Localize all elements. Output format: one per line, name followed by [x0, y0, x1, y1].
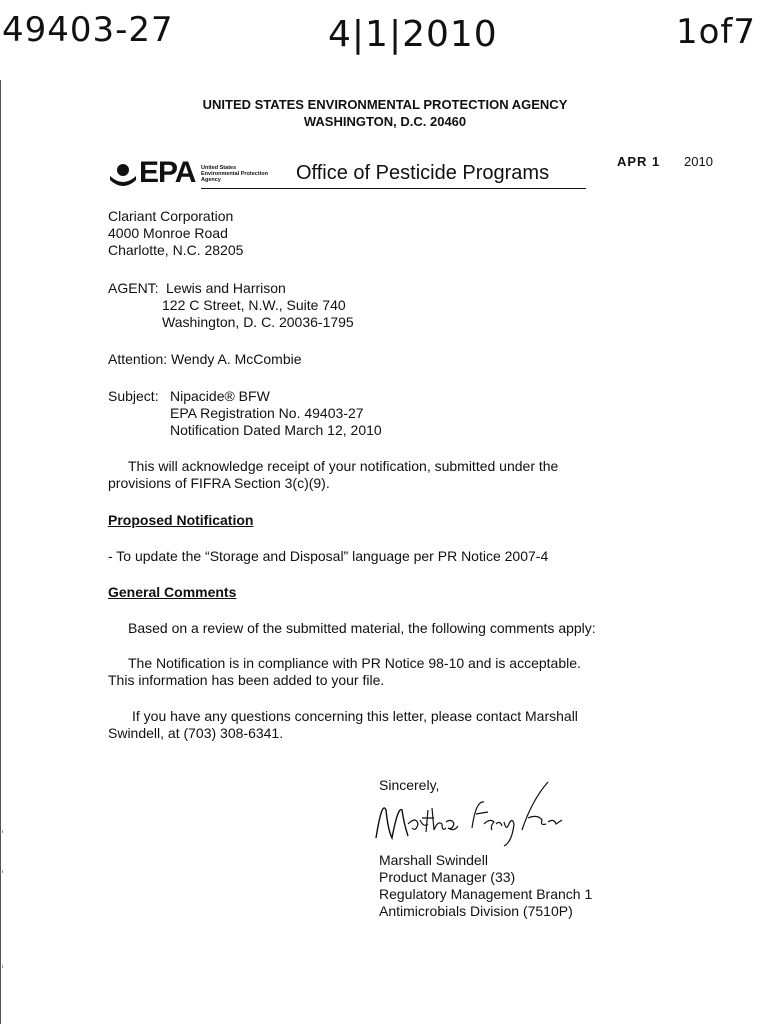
acknowledge-line-1: This will acknowledge receipt of your notification, submitted under the [128, 458, 559, 474]
epa-logo [108, 156, 586, 192]
scan-speck [2, 965, 3, 968]
proposed-heading: Proposed Notification [108, 512, 254, 528]
handwritten-file-number: 49403-27 [2, 10, 174, 50]
agent-address: 122 C Street, N.W., Suite 740 Washington, D. C. 20036-1795 [162, 297, 354, 330]
scan-speck [2, 830, 3, 833]
addressee-block: Clariant Corporation 4000 Monroe Road Charlotte, N.C. 28205 [108, 208, 244, 258]
letterhead-city: WASHINGTON, D.C. 20460 [303, 114, 467, 129]
stamp-month-day: APR 1 [617, 154, 661, 169]
review-line: Based on a review of the submitted material, the following comments apply: [128, 620, 596, 636]
agency-small-text: United States Environmental Protection Agency [201, 165, 268, 183]
office-name: Office of Pesticide Programs [296, 162, 550, 184]
proposed-item: - To update the “Storage and Disposal” language per PR Notice 2007-4 [108, 548, 549, 564]
salutation: Sincerely, [379, 777, 440, 793]
agent-name: Lewis and Harrison [166, 280, 286, 296]
letterhead-agency: UNITED STATES ENVIRONMENTAL PROTECTION AGENCY [202, 97, 568, 112]
acknowledge-line-2: provisions of FIFRA Section 3(c)(9). [108, 475, 330, 491]
stamp-year: 2010 [684, 154, 713, 169]
agent-label: AGENT: [108, 280, 159, 296]
general-heading: General Comments [108, 584, 237, 600]
scan-speck [2, 870, 3, 873]
handwritten-date: 4|1|2010 [328, 14, 498, 55]
epa-mark: EPA [139, 156, 196, 189]
contact-line-1: If you have any questions concerning this letter, please contact Marshall [132, 708, 578, 724]
subject-label: Subject: [108, 388, 159, 404]
attention-line: Attention: Wendy A. McCombie [108, 351, 302, 367]
compliance-line-1: The Notification is in compliance with PR Notice 98-10 and is acceptable. [128, 655, 581, 671]
handwritten-page-count: 1of7 [676, 12, 757, 52]
epa-flower-icon [108, 162, 138, 190]
signer-block: Marshall Swindell Product Manager (33) Regulatory Management Branch 1 Antimicrobials Division (7510P) [379, 852, 593, 919]
subject-lines: Nipacide® BFW EPA Registration No. 49403-27 Notification Dated March 12, 2010 [170, 388, 382, 438]
logo-rule [201, 188, 586, 189]
scan-left-edge [0, 80, 1, 1024]
signature-image [372, 780, 572, 850]
compliance-line-2: This information has been added to your file. [108, 672, 385, 688]
contact-line-2: Swindell, at (703) 308-6341. [108, 725, 284, 741]
